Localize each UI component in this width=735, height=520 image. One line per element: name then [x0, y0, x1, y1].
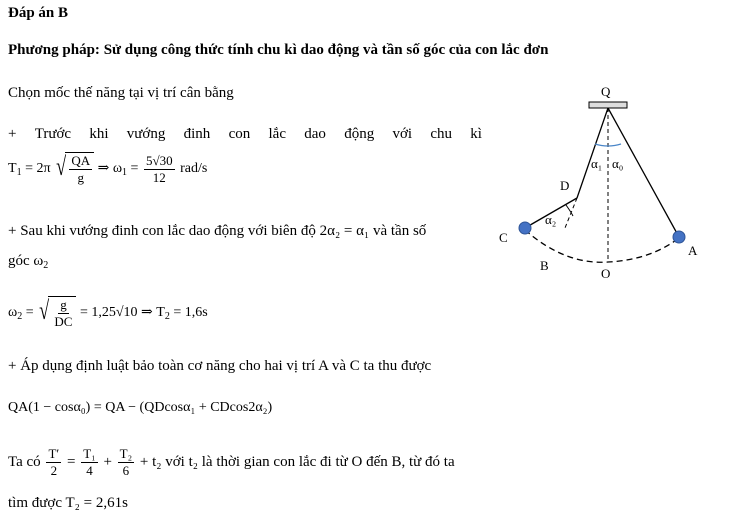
- final-prefix: Ta có: [8, 453, 41, 470]
- final-text: tìm được: [8, 495, 62, 511]
- omega2-formula: [8, 296, 208, 330]
- step1-word: chu: [430, 126, 452, 142]
- final-result: T₂ = 2,61s: [65, 495, 128, 511]
- bob-a: [673, 231, 685, 243]
- step1-word: khi: [89, 126, 109, 142]
- step1-word: +: [8, 126, 17, 142]
- bob-c: [519, 222, 531, 234]
- period-symbol: T: [8, 161, 17, 177]
- implies-arrow: ⇒: [97, 161, 110, 177]
- fraction-numerator: T′: [48, 446, 60, 461]
- fraction-denominator: 4: [86, 463, 93, 478]
- fraction-numerator: 5√30: [145, 152, 173, 168]
- omega-subscript: 1: [122, 167, 128, 179]
- method-label: Phương pháp:: [8, 42, 100, 58]
- alpha2-arc: [566, 205, 573, 216]
- fraction-numerator: T₂: [119, 446, 133, 461]
- step3-line: + Áp dụng định luật bảo toàn cơ năng cho hai vị trí A và C ta thu được: [8, 358, 432, 374]
- step2-text: góc ω: [8, 253, 44, 269]
- string-to-a: [608, 108, 679, 237]
- label-alpha0: α₀: [612, 156, 624, 171]
- step1-word: dao: [304, 126, 326, 142]
- step1-line: [8, 127, 482, 142]
- period-subscript: 1: [16, 167, 22, 179]
- label-b: B: [540, 258, 549, 273]
- equals-sign: =: [66, 453, 76, 470]
- label-c: C: [499, 230, 508, 245]
- fraction-numerator: T₁: [83, 446, 96, 461]
- label-alpha1: α₁: [591, 156, 603, 171]
- omega2-result: = 1,25√10 ⇒ T: [79, 305, 165, 321]
- omega-subscript: 2: [17, 311, 23, 323]
- answer-heading: Đáp án B: [8, 5, 69, 21]
- fraction-t1: [81, 446, 97, 479]
- step1-word: Trước: [34, 126, 72, 142]
- sqrt-g-over-dc: √ $\frac{g}{DC}$: [37, 296, 76, 330]
- final-line2: [8, 496, 128, 511]
- ceiling-bar: [589, 102, 627, 108]
- step2-line1: + Sau khi vướng đinh con lắc dao động với biên độ 2α₂ = α₁ và tần số: [8, 223, 427, 239]
- equals-sign: =: [130, 161, 139, 177]
- period-value: = 1,6s: [173, 305, 208, 321]
- final-line1: [8, 446, 455, 479]
- final-tail: + t₂ với t₂ là thời gian con lắc đi từ O đến B, từ đó ta: [139, 453, 455, 470]
- label-q: Q: [601, 84, 611, 99]
- label-o: O: [601, 266, 611, 281]
- equals-sign: =: [25, 305, 34, 321]
- omega1-value: [144, 153, 175, 186]
- omega-symbol: ω: [8, 305, 18, 321]
- period-subscript: 2: [164, 311, 170, 323]
- step1-word: kì: [470, 126, 482, 142]
- pendulum-diagram: [495, 80, 715, 290]
- equals-2pi: = 2π: [25, 161, 51, 177]
- step2-subscript: 2: [43, 260, 49, 271]
- string-q-to-d: [577, 108, 608, 198]
- step1-word: động: [344, 126, 375, 142]
- method-text: Sử dụng công thức tính chu kì dao động và tần số góc của con lắc đơn: [103, 42, 549, 58]
- fraction-denominator: 12: [152, 169, 166, 185]
- energy-equation: QA(1 − cosα₀) = QA − (QDcosα₁ + CDcos2α₂): [8, 400, 273, 415]
- label-d: D: [560, 178, 570, 193]
- sqrt-qa-over-g: √ $\frac{QA}{g}$: [54, 152, 94, 186]
- omega-symbol: ω: [112, 161, 123, 177]
- step1-word: lắc: [268, 126, 286, 142]
- unit: rad/s: [180, 161, 208, 177]
- fraction-denominator: 6: [122, 463, 130, 478]
- method-line: [8, 43, 548, 58]
- step1-word: vướng: [126, 126, 166, 142]
- fraction-t-prime: [46, 446, 61, 479]
- fraction-denominator: DC: [54, 314, 73, 329]
- label-alpha2: α₂: [545, 212, 557, 227]
- period-formula: [8, 152, 207, 186]
- reference-choice: Chọn mốc thế năng tại vị trí cân bằng: [8, 85, 234, 101]
- step1-word: đinh: [183, 126, 211, 142]
- step1-word: với: [392, 126, 413, 142]
- fraction-denominator: g: [77, 170, 84, 185]
- fraction-numerator: QA: [71, 153, 91, 168]
- fraction-numerator: g: [60, 297, 67, 312]
- label-a: A: [688, 243, 698, 258]
- fraction-denominator: 2: [50, 463, 58, 478]
- plus-sign: +: [103, 453, 112, 470]
- step1-word: con: [228, 126, 251, 142]
- fraction-t2: [118, 446, 134, 479]
- step2-line2: [8, 254, 48, 269]
